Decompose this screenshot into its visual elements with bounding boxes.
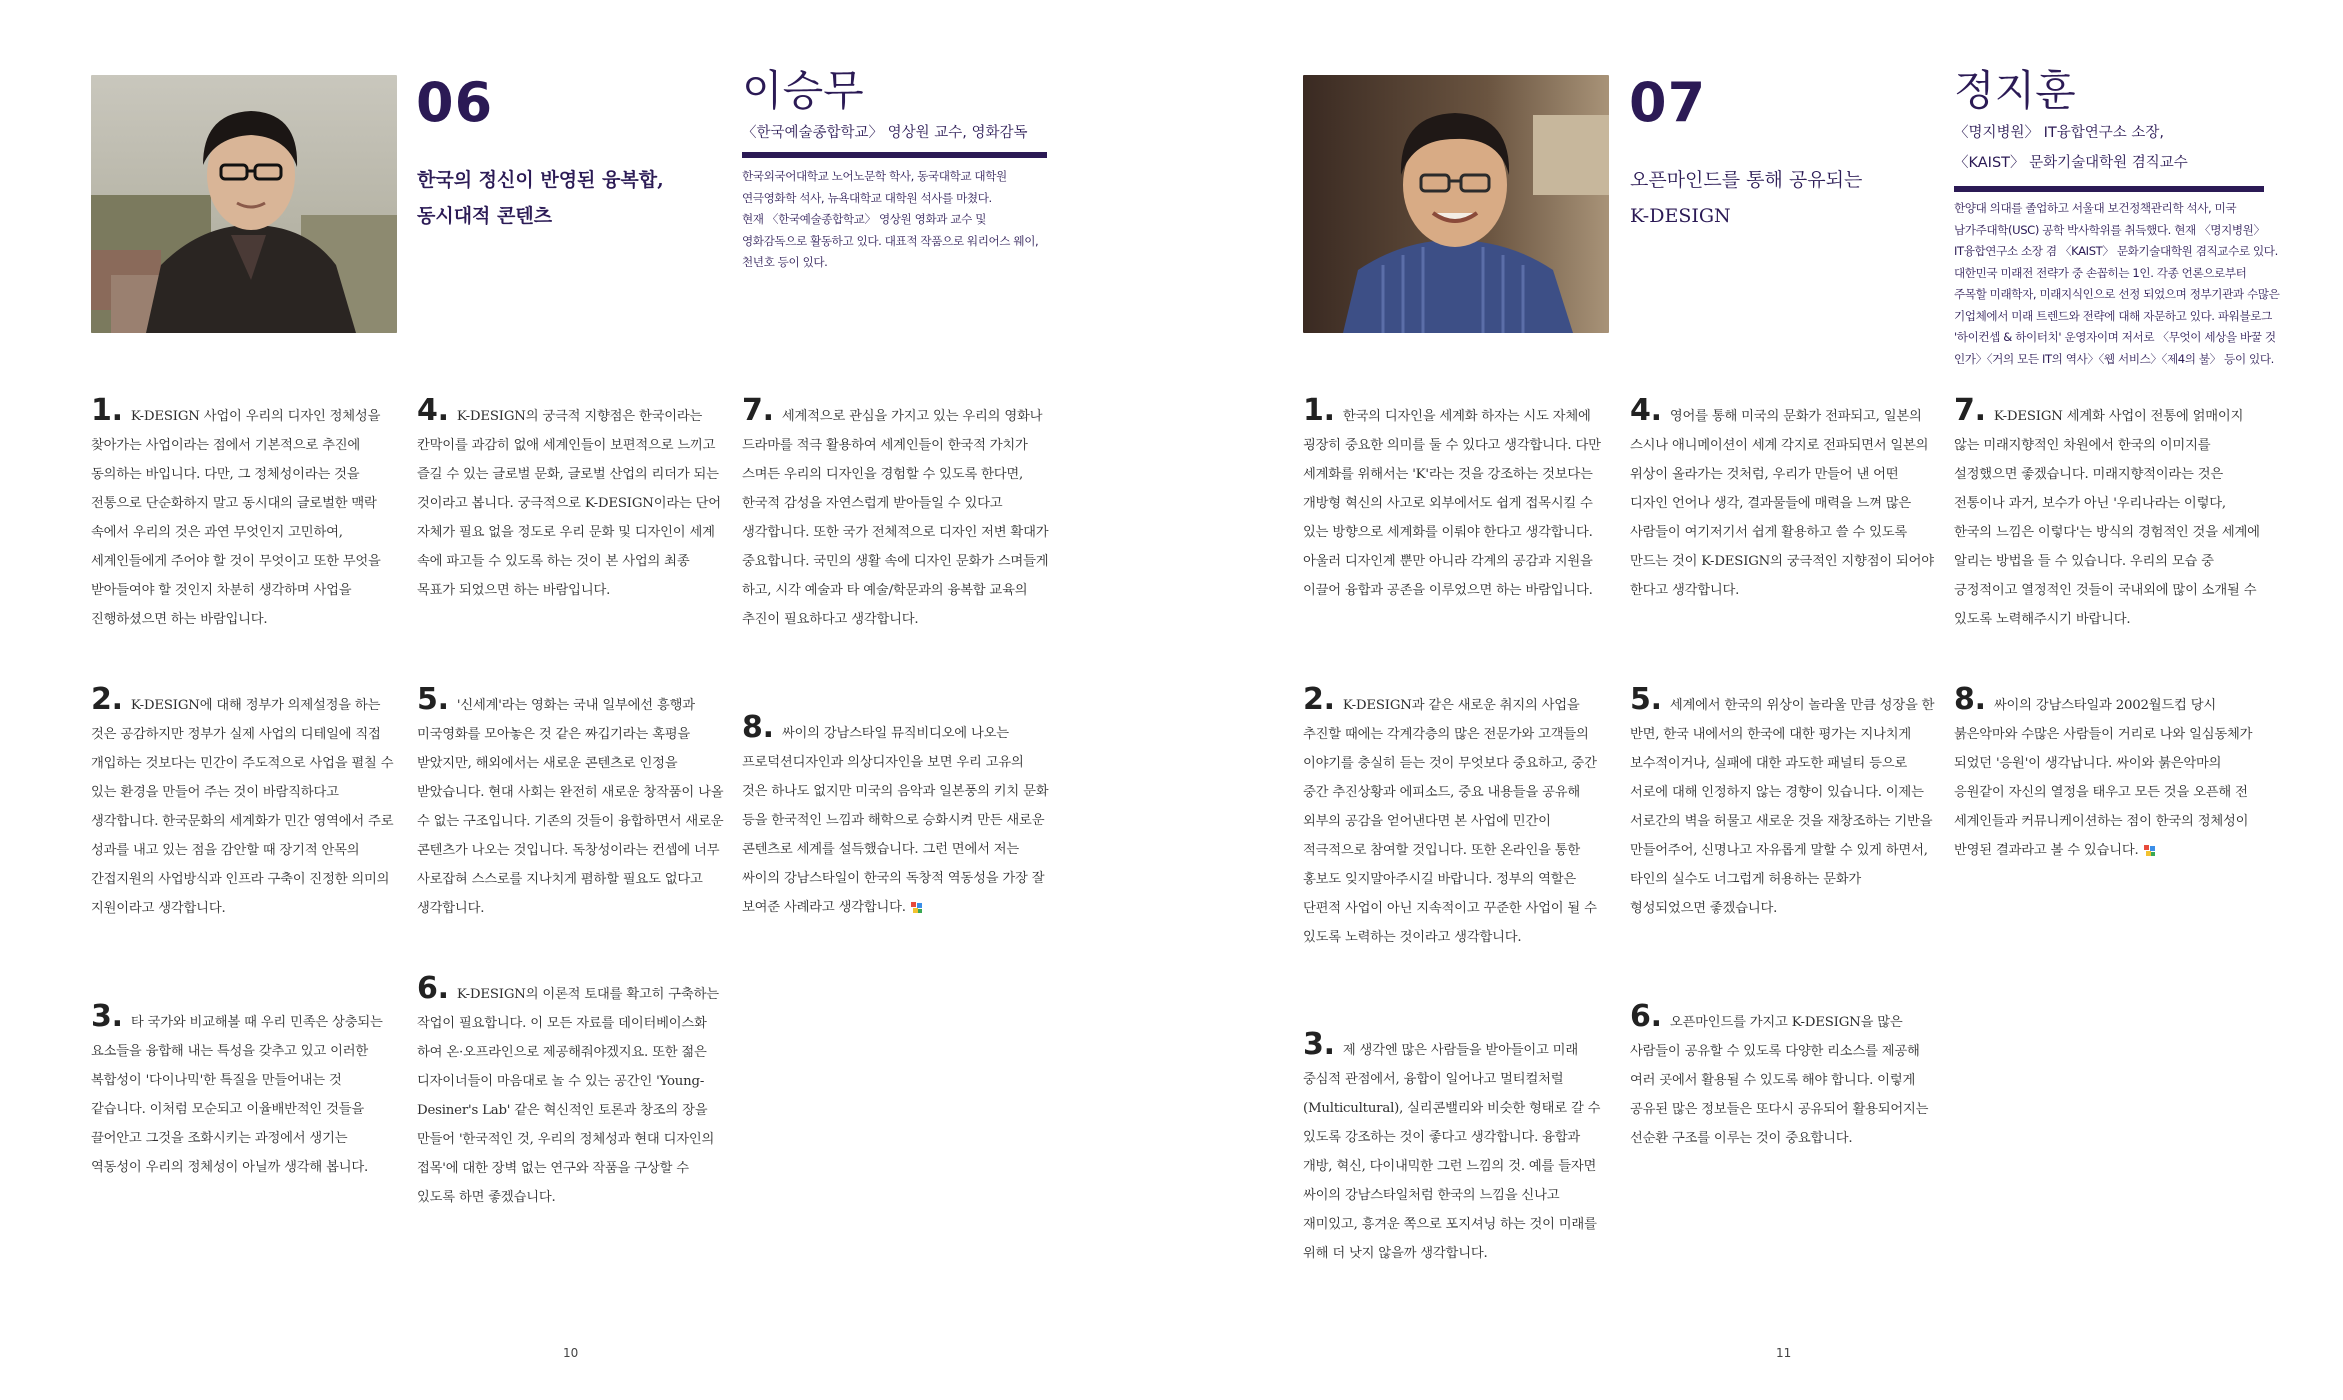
interview-number: 07 (1629, 71, 1707, 134)
bio-line: 천년호 등이 있다. (742, 255, 828, 269)
page-number: 10 (563, 1346, 579, 1360)
bio-line: 주목할 미래학자, 미래지식인으로 선정 되었으며 정부기관과 수많은 (1954, 287, 2280, 301)
subtitle-line-2: 동시대적 콘텐츠 (417, 205, 553, 227)
bio-line: 남가주대학(USC) 공학 박사학위를 취득했다. 현재 〈명지병원〉 (1954, 222, 2265, 237)
right-page (1171, 0, 2343, 1400)
answer-text: 세계에서 한국의 위상이 놀라울 만큼 성장을 한 반면, 한국 내에서의 한국에 대한 평가는 지나치게 보수적이거나, 실패에 대한 과도한 패널티 등으로 서로에 대해 인정하지 않는 경향이 있습니다. 이제는 서로간의 벽을 허물고 새로운 것을 재창조하는 기반을 만들어주어, 신명나고 자유롭게 말할 수 있게 하면서, 타인의 실수도 너그럽게 허용하는 문화가 형성되었으면 좋겠습니다. (1630, 698, 1935, 916)
answer-8 (1954, 682, 2262, 865)
portrait-photo-jeong (1303, 75, 1609, 333)
answer-2 (91, 682, 399, 923)
answer-4 (417, 393, 725, 605)
bio-line: 대한민국 미래전 전략가 중 손꼽히는 1인. 각종 언론으로부터 (1954, 265, 2247, 280)
answer-number: 6. (417, 971, 449, 1006)
answer-number: 1. (91, 393, 123, 428)
bio-line: 한양대 의대를 졸업하고 서울대 보건정책관리학 석사, 미국 (1954, 201, 2237, 215)
bio-line: 인가〉〈거의 모든 IT의 역사〉〈웹 서비스〉〈제4의 불〉 등이 있다. (1954, 351, 2274, 366)
answer-number: 5. (1630, 682, 1662, 717)
answer-number: 8. (1954, 682, 1986, 717)
person-bio (742, 166, 1072, 274)
answer-text: 영어를 통해 미국의 문화가 전파되고, 일본의 스시나 애니메이션이 세계 각지로 전파되면서 일본의 위상이 올라가는 것처럼, 우리가 만들어 낸 어떤 디자인 언어나 생각, 결과물들에 매력을 느껴 많은 사람들이 여기저기서 쉽게 활용하고 쓸 수 있도록 만드는 것이 K-DESIGN의 궁극적인 지향점이 되어야 한다고 생각합니다. (1630, 409, 1934, 598)
answer-number: 8. (742, 710, 774, 745)
answer-text: 싸이의 강남스타일 뮤직비디오에 나오는 프로덕션디자인과 의상디자인을 보면 우리 고유의 것은 하나도 없지만 미국의 음악과 일본풍의 키치 문화 등을 한국적인 느낌과 해학으로 승화시켜 만든 새로운 콘텐츠로 세계를 설득했습니다. 그런 면에서 저는 싸이의 강남스타일이 한국의 독창적 역동성을 가장 잘 보여준 사례라고 생각합니다. (742, 726, 1049, 915)
subtitle-line-2: K-DESIGN (1630, 205, 1731, 227)
answer-1 (1303, 393, 1611, 605)
answer-text: K-DESIGN의 이론적 토대를 확고히 구축하는 작업이 필요합니다. 이 모든 자료를 데이터베이스화 하여 온·오프라인으로 제공해줘야겠지요. 또한 젊은 디자이너들이 마음대로 놀 수 있는 공간인 'Young-Desiner's Lab' 같은 혁신적인 토론과 창조의 장을 만들어 '한국적인 것, 우리의 정체성과 현대 디자인의 접목'에 대한 장벽 없는 연구와 작품을 구상할 수 있도록 하면 좋겠습니다. (417, 987, 719, 1205)
answer-text: 세계적으로 관심을 가지고 있는 우리의 영화나 드라마를 적극 활용하여 세계인들이 한국적 가치가 스며든 우리의 디자인을 경험할 수 있도록 한다면, 한국적 감성을 자연스럽게 받아들일 수 있다고 생각합니다. 또한 국가 전체적으로 디자인 저변 확대가 중요합니다. 국민의 생활 속에 디자인 문화가 스며들게 하고, 시각 예술과 타 예술/학문과의 융복합 교육의 추진이 필요하다고 생각합니다. (742, 409, 1049, 627)
answer-6 (1630, 999, 1938, 1153)
answer-text: K-DESIGN에 대해 정부가 의제설정을 하는 것은 공감하지만 정부가 실제 사업의 디테일에 직접 개입하는 것보다는 민간이 주도적으로 사업을 펼칠 수 있는 환경을 만들어 주는 것이 바람직하다고 생각합니다. 한국문화의 세계화가 민간 영역에서 주로 성과를 내고 있는 점을 감안할 때 장기적 안목의 간접지원의 사업방식과 인프라 구축이 진정한 의미의 지원이라고 생각합니다. (91, 698, 394, 916)
answer-3 (1303, 1027, 1611, 1268)
answer-6 (417, 971, 725, 1212)
answer-4 (1630, 393, 1938, 605)
answer-5 (1630, 682, 1938, 923)
answer-text: 한국의 디자인을 세계화 하자는 시도 자체에 굉장히 중요한 의미를 둘 수 있다고 생각합니다. 다만 세계화를 위해서는 'K'라는 것을 강조하는 것보다는 개방형 혁신의 사고로 외부에서도 쉽게 접목시킬 수 있는 방향으로 세계화를 이뤄야 한다고 생각합니다. 아울러 디자인계 뿐만 아니라 각계의 공감과 지원을 이끌어 융합과 공존을 이루었으면 하는 바람입니다. (1303, 409, 1601, 598)
answer-text: 싸이의 강남스타일과 2002월드컵 당시 붉은악마와 수많은 사람들이 거리로 나와 일심동체가 되었던 '응원'이 생각납니다. 싸이와 붉은악마의 응원같이 자신의 열정을 태우고 모든 것을 오픈해 전 세계인들과 커뮤니케이션하는 점이 한국의 정체성이 반영된 결과라고 볼 수 있습니다. (1954, 698, 2253, 858)
answer-text: 오픈마인드를 가지고 K-DESIGN을 많은 사람들이 공유할 수 있도록 다양한 리소스를 제공해 여러 곳에서 활용될 수 있도록 해야 합니다. 이렇게 공유된 많은 정보들은 또다시 공유되어 활용되어지는 선순환 구조를 이루는 것이 중요합니다. (1630, 1015, 1929, 1146)
answer-8 (742, 710, 1050, 922)
answer-7 (1954, 393, 2262, 634)
answer-number: 6. (1630, 999, 1662, 1034)
answer-text: K-DESIGN의 궁극적 지향점은 한국이라는 칸막이를 과감히 없애 세계인들이 보편적으로 느끼고 즐길 수 있는 글로벌 문화, 글로벌 산업의 리더가 되는 것이라고 봅니다. 궁극적으로 K-DESIGN이라는 단어 자체가 필요 없을 정도로 우리 문화 및 디자인이 세계 속에 파고들 수 있도록 하는 것이 본 사업의 최종 목표가 되었으면 하는 바람입니다. (417, 409, 721, 598)
page-number: 11 (1776, 1346, 1792, 1360)
person-name: 이승무 (742, 66, 864, 115)
subtitle-line-1: 오픈마인드를 통해 공유되는 (1630, 169, 1863, 191)
end-mark-icon (910, 901, 924, 915)
bio-line: 한국외국어대학교 노어노문학 학사, 동국대학교 대학원 (742, 169, 1007, 183)
answer-2 (1303, 682, 1611, 952)
answer-text: K-DESIGN 사업이 우리의 디자인 정체성을 찾아가는 사업이라는 점에서 기본적으로 추진에 동의하는 바입니다. 다만, 그 정체성이라는 것을 전통으로 단순화하지 말고 동시대의 글로벌한 맥락 속에서 우리의 것은 과연 무엇인지 고민하여, 세계인들에게 주어야 할 것이 무엇이고 또한 무엇을 받아들여야 할 것인지 차분히 생각하며 사업을 진행하셨으면 하는 바람입니다. (91, 409, 381, 627)
answer-7 (742, 393, 1050, 634)
portrait-photo-lee (91, 75, 397, 333)
answer-number: 4. (417, 393, 449, 428)
answer-text: 타 국가와 비교해볼 때 우리 민족은 상충되는 요소들을 융합해 내는 특성을 갖추고 있고 이러한 복합성이 '다이나믹'한 특질을 만들어내는 것 같습니다. 이처럼 모순되고 이율배반적인 것들을 끌어안고 그것을 조화시키는 과정에서 생기는 역동성이 우리의 정체성이 아닐까 생각해 봅니다. (91, 1015, 383, 1175)
answer-text: '신세계'라는 영화는 국내 일부에선 흥행과 미국영화를 모아놓은 것 같은 짜깁기라는 혹평을 받았지만, 해외에서는 새로운 콘텐츠로 인정을 받았습니다. 현대 사회는 완전히 새로운 창작품이 나올 수 없는 구조입니다. 기존의 것들이 융합하면서 새로운 콘텐츠가 나오는 것입니다. 독창성이라는 컨셉에 너무 사로잡혀 스스로를 지나치게 폄하할 필요도 없다고 생각합니다. (417, 698, 724, 916)
bio-line: 기업체에서 미래 트렌드와 전략에 대해 자문하고 있다. 파워블로그 (1954, 308, 2272, 323)
interview-subtitle (417, 162, 664, 234)
answer-number: 3. (91, 999, 123, 1034)
interview-number: 06 (416, 71, 494, 134)
bio-line: 영화감독으로 활동하고 있다. 대표적 작품으로 워리어스 웨이, (742, 233, 1039, 248)
answer-number: 4. (1630, 393, 1662, 428)
left-page (0, 0, 1171, 1400)
person-bio (1954, 198, 2294, 370)
bio-line: 현재 〈한국예술종합학교〉 영상원 영화과 교수 및 (742, 212, 987, 226)
interview-subtitle (1630, 162, 1862, 234)
answer-number: 5. (417, 682, 449, 717)
answer-text: 제 생각엔 많은 사람들을 받아들이고 미래 중심적 관점에서, 융합이 일어나고 멀티컬처럴(Multicultural), 실리콘밸리와 비슷한 형태로 갈 수 있도록 강조하는 것이 좋다고 생각합니다. 융합과 개방, 혁신, 다이내믹한 그런 느낌의 것. 예를 들자면 싸이의 강남스타일처럼 한국의 느낌을 신나고 재미있고, 흥겨운 쪽으로 포지셔닝 하는 것이 미래를 위해 더 낫지 않을까 생각합니다. (1303, 1043, 1601, 1261)
answer-number: 1. (1303, 393, 1335, 428)
bio-line: IT융합연구소 소장 겸 〈KAIST〉 문화기술대학원 겸직교수로 있다. (1954, 244, 2278, 258)
answer-number: 3. (1303, 1027, 1335, 1062)
role-line: 〈명지병원〉 IT융합연구소 소장, (1954, 125, 2165, 141)
answer-number: 7. (1954, 393, 1986, 428)
end-mark-icon (2143, 844, 2157, 858)
bio-line: 연극영화학 석사, 뉴욕대학교 대학원 석사를 마쳤다. (742, 190, 992, 205)
accent-rule (1954, 186, 2264, 192)
answer-number: 2. (1303, 682, 1335, 717)
person-name: 정지훈 (1954, 66, 2076, 115)
person-role (1954, 118, 2188, 178)
answer-text: K-DESIGN 세계화 사업이 전통에 얽매이지 않는 미래지향적인 차원에서 한국의 이미지를 설정했으면 좋겠습니다. 미래지향적이라는 것은 전통이나 과거, 보수가 아닌 '우리나라는 이렇다, 한국의 느낌은 이렇다'는 방식의 경험적인 것을 세계에 알리는 방법을 들 수 있습니다. 우리의 모습 중 긍정적이고 열정적인 것들이 국내외에 많이 소개될 수 있도록 노력해주시기 바랍니다. (1954, 409, 2260, 627)
answer-number: 7. (742, 393, 774, 428)
answer-text: K-DESIGN과 같은 새로운 취지의 사업을 추진할 때에는 각계각층의 많은 전문가와 고객들의 이야기를 충실히 듣는 것이 무엇보다 중요하고, 중간 중간 추진상황과 에피소드, 중요 내용들을 공유해 외부의 공감을 얻어낸다면 본 사업에 민간이 적극적으로 참여할 것입니다. 또한 온라인을 통한 홍보도 잊지말아주시길 바랍니다. 정부의 역할은 단편적 사업이 아닌 지속적이고 꾸준한 사업이 될 수 있도록 노력하는 것이라고 생각합니다. (1303, 698, 1597, 945)
role-line: 〈KAIST〉 문화기술대학원 겸직교수 (1954, 155, 2188, 171)
answer-3 (91, 999, 399, 1182)
answer-number: 2. (91, 682, 123, 717)
subtitle-line-1: 한국의 정신이 반영된 융복합, (417, 169, 664, 191)
answer-5 (417, 682, 725, 923)
answer-1 (91, 393, 399, 634)
accent-rule (742, 152, 1047, 158)
bio-line: '하이컨셉 & 하이터치' 운영자이며 저서로 〈무엇이 세상을 바꿀 것 (1954, 330, 2276, 344)
person-role: 〈한국예술종합학교〉 영상원 교수, 영화감독 (742, 125, 1028, 141)
